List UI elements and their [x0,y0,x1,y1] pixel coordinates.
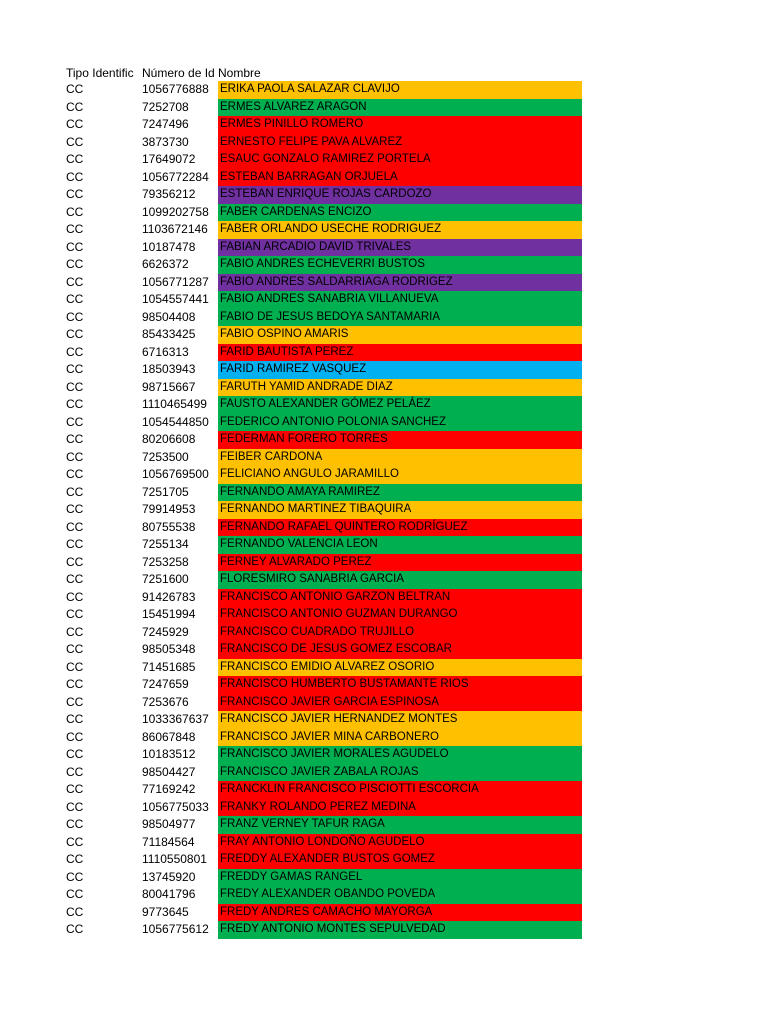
name-cell[interactable]: FRANKY ROLANDO PEREZ MEDINA [218,799,582,817]
type-id-cell[interactable]: CC [66,257,84,271]
name-cell[interactable]: FARUTH YAMID ANDRADE DIAZ [218,379,582,397]
id-number-cell[interactable]: 98505348 [142,642,196,656]
name-cell[interactable]: FABIO ANDRES ECHEVERRI BUSTOS [218,256,582,274]
table-row [66,344,582,362]
id-number-cell[interactable]: 1056772284 [142,169,209,184]
id-number-cell[interactable]: 13745920 [142,869,196,884]
table-row [66,134,582,152]
table-row [66,571,582,589]
name-cell[interactable]: FREDDY GAMAS RANGEL [218,869,582,887]
name-cell[interactable]: FRANCISCO JAVIER MORALES AGUDELO [218,746,582,764]
table-row [66,221,582,239]
type-id-cell[interactable]: CC [66,589,84,604]
name-cell[interactable]: FRANCISCO ANTONIO GUZMAN DURANGO [218,606,582,624]
name-cell[interactable]: FRANCISCO JAVIER HERNANDEZ MONTES [218,711,582,729]
table-row [66,449,582,467]
name-cell[interactable]: FRANCKLIN FRANCISCO PISCIOTTI ESCORCIA [218,781,582,799]
header-name[interactable]: Nombre [218,66,261,80]
table-row [66,414,582,432]
name-cell[interactable]: ESTEBAN BARRAGAN ORJUELA [218,169,582,187]
type-id-cell[interactable]: CC [66,449,84,464]
type-id-cell[interactable]: CC [66,187,84,201]
table-row [66,274,582,292]
table-row [66,536,582,554]
name-cell[interactable]: FRANZ VERNEY TAFUR RAGA [218,816,582,834]
id-number-cell[interactable]: 6626372 [142,257,189,271]
type-id-cell[interactable]: CC [66,502,84,516]
name-cell[interactable]: ERNESTO FELIPE PAVA ALVAREZ [218,134,582,152]
id-number-cell[interactable]: 1056775033 [142,799,209,814]
type-id-cell[interactable]: CC [66,712,84,726]
table-row [66,624,582,642]
table-row [66,379,582,397]
id-number-cell[interactable]: 79914953 [142,502,196,516]
table-row [66,81,582,99]
name-cell[interactable]: FRANCISCO EMIDIO ALVAREZ OSORIO [218,659,582,677]
name-cell[interactable]: FABER ORLANDO USECHE RODRIGUEZ [218,221,582,239]
table-row [66,816,582,834]
type-id-cell[interactable]: CC [66,309,84,324]
type-id-cell[interactable]: CC [66,239,84,254]
type-id-cell[interactable]: CC [66,484,84,499]
table-body [66,81,582,939]
id-number-cell[interactable]: 1110550801 [142,852,207,866]
name-cell[interactable]: FABIAN ARCADIO DAVID TRIVALES [218,239,582,257]
name-cell[interactable]: FRANCISCO CUADRADO TRUJILLO [218,624,582,642]
table-row [66,309,582,327]
type-id-cell[interactable]: CC [66,799,84,814]
name-cell[interactable]: FLORESMIRO SANABRIA GARCIA [218,571,582,589]
name-cell[interactable]: FREDDY ALEXANDER BUSTOS GOMEZ [218,851,582,869]
table-row [66,606,582,624]
type-id-cell[interactable]: CC [66,554,84,569]
id-number-cell[interactable]: 80041796 [142,887,196,901]
type-id-cell[interactable]: CC [66,344,84,359]
id-number-cell[interactable]: 71184564 [142,834,195,849]
table-row [66,116,582,134]
id-number-cell[interactable]: 1056775612 [142,922,209,936]
id-number-cell[interactable]: 9773645 [142,904,189,919]
type-id-cell[interactable]: CC [66,869,84,884]
id-number-cell[interactable]: 1099202758 [142,204,209,219]
table-row [66,484,582,502]
id-number-cell[interactable]: 85433425 [142,327,196,341]
table-row [66,694,582,712]
table-row [66,291,582,309]
type-id-cell[interactable]: CC [66,134,84,149]
table-row [66,466,582,484]
table-row [66,554,582,572]
table-row [66,799,582,817]
table-row [66,431,582,449]
table-row [66,169,582,187]
name-cell[interactable]: ERMES PINILLO ROMERO [218,116,582,134]
name-cell[interactable]: ESAUC GONZALO RAMIREZ PORTELA [218,151,582,169]
table-row [66,501,582,519]
name-cell[interactable]: FEIBER CARDONA [218,449,582,467]
type-id-cell[interactable]: CC [66,169,84,184]
type-id-cell[interactable]: CC [66,82,84,96]
table-row [66,851,582,869]
type-id-cell[interactable]: CC [66,834,84,849]
type-id-cell[interactable]: CC [66,642,84,656]
type-id-cell[interactable]: CC [66,537,84,551]
name-cell[interactable]: FABIO ANDRES SANABRIA VILLANUEVA [218,291,582,309]
id-number-cell[interactable]: 80755538 [142,519,196,534]
table-row [66,519,582,537]
id-number-cell[interactable]: 79356212 [142,187,196,201]
type-id-cell[interactable]: CC [66,782,84,796]
name-cell[interactable]: FEDERMAN FORERO TORRES [218,431,582,449]
id-number-cell[interactable]: 7251600 [142,572,189,586]
table-row [66,589,582,607]
type-id-cell[interactable]: CC [66,607,84,621]
name-cell[interactable]: FAUSTO ALEXANDER GÓMEZ PELÁEZ [218,396,582,414]
id-number-cell[interactable]: 91426783 [142,589,196,604]
table-row [66,834,582,852]
id-number-cell[interactable]: 6716313 [142,344,189,359]
id-number-cell[interactable]: 7251705 [142,484,189,499]
name-cell[interactable]: FABER CARDENAS ENCIZO [218,204,582,222]
id-number-cell[interactable]: 98504427 [142,764,196,779]
id-number-cell[interactable]: 1033367637 [142,712,209,726]
table-row [66,869,582,887]
type-id-cell[interactable]: CC [66,747,84,761]
table-row [66,326,582,344]
name-cell[interactable]: FARID BAUTISTA PEREZ [218,344,582,362]
name-cell[interactable]: FRANCISCO ANTONIO GARZON BELTRAN [218,589,582,607]
id-number-cell[interactable]: 3873730 [142,134,189,149]
table-row [66,904,582,922]
name-cell[interactable]: FABIO DE JESUS BEDOYA SANTAMARIA [218,309,582,327]
name-cell[interactable]: FRANCISCO JAVIER ZABALA ROJAS [218,764,582,782]
type-id-cell[interactable]: CC [66,204,84,219]
table-row [66,204,582,222]
type-id-cell[interactable]: CC [66,852,84,866]
table-row [66,396,582,414]
table-row [66,361,582,379]
type-id-cell[interactable]: CC [66,729,84,744]
name-cell[interactable]: FRAY ANTONIO LONDOÑO AGUDELO [218,834,582,852]
id-number-cell[interactable]: 7253258 [142,554,189,569]
table-row [66,764,582,782]
header-type-id[interactable]: Tipo Identific [66,66,134,80]
id-number-cell[interactable]: 71451685 [142,659,196,674]
name-cell[interactable]: FREDY ALEXANDER OBANDO POVEDA [218,886,582,904]
id-number-cell[interactable]: 7253500 [142,449,189,464]
type-id-cell[interactable]: CC [66,432,84,446]
id-number-cell[interactable]: 7247659 [142,677,189,691]
id-number-cell[interactable]: 10187478 [142,239,196,254]
name-cell[interactable]: ESTEBAN ENRIQUE ROJAS CARDOZO [218,186,582,204]
name-cell[interactable]: FABIO ANDRES SALDARRIAGA RODRIGEZ [218,274,582,292]
name-cell[interactable]: ERMES ALVAREZ ARAGON [218,99,582,117]
table-row [66,729,582,747]
type-id-cell[interactable]: CC [66,327,84,341]
type-id-cell[interactable]: CC [66,764,84,779]
id-number-cell[interactable]: 98504977 [142,817,196,831]
id-number-cell[interactable]: 7252708 [142,99,189,114]
type-id-cell[interactable]: CC [66,659,84,674]
id-number-cell[interactable]: 98504408 [142,309,196,324]
name-cell[interactable]: FABIO OSPINO AMARIS [218,326,582,344]
id-number-cell[interactable]: 1056776888 [142,82,209,96]
id-number-cell[interactable]: 17649072 [142,152,196,166]
name-cell[interactable]: ERIKA PAOLA SALAZAR CLAVIJO [218,81,582,99]
table-row [66,711,582,729]
id-number-cell[interactable]: 1054557441 [142,292,209,306]
type-id-cell[interactable]: CC [66,222,84,236]
type-id-cell[interactable]: CC [66,904,84,919]
table-row [66,99,582,117]
type-id-cell[interactable]: CC [66,274,84,289]
id-number-cell[interactable]: 77169242 [142,782,196,796]
name-cell[interactable]: FELICIANO ANGULO JARAMILLO [218,466,582,484]
name-cell[interactable]: FERNANDO AMAYA RAMIREZ [218,484,582,502]
header-row [66,65,582,81]
name-cell[interactable]: FREDY ANDRES CAMACHO MAYORGA [218,904,582,922]
table-row [66,659,582,677]
name-cell[interactable]: FERNANDO MARTINEZ TIBAQUIRA [218,501,582,519]
name-cell[interactable]: FRANCISCO JAVIER MINA CARBONERO [218,729,582,747]
id-number-cell[interactable]: 10183512 [142,747,196,761]
type-id-cell[interactable]: CC [66,414,84,429]
spreadsheet [66,65,582,939]
type-id-cell[interactable]: CC [66,624,84,639]
type-id-cell[interactable]: CC [66,467,84,481]
type-id-cell[interactable]: CC [66,379,84,394]
type-id-cell[interactable]: CC [66,922,84,936]
id-number-cell[interactable]: 1056769500 [142,467,209,481]
table-row [66,886,582,904]
name-cell[interactable]: FRANCISCO HUMBERTO BUSTAMANTE RIOS [218,676,582,694]
id-number-cell[interactable]: 7255134 [142,537,189,551]
id-number-cell[interactable]: 7245929 [142,624,189,639]
id-number-cell[interactable]: 15451994 [142,607,196,621]
type-id-cell[interactable]: CC [66,817,84,831]
table-row [66,746,582,764]
type-id-cell[interactable]: CC [66,677,84,691]
name-cell[interactable]: FREDY ANTONIO MONTES SEPULVEDAD [218,921,582,939]
type-id-cell[interactable]: CC [66,887,84,901]
id-number-cell[interactable]: 86067848 [142,729,196,744]
id-number-cell[interactable]: 7253676 [142,694,189,709]
name-cell[interactable]: FEDERICO ANTONIO POLONIA SANCHEZ [218,414,582,432]
table-row [66,186,582,204]
id-number-cell[interactable]: 98715667 [142,379,196,394]
type-id-cell[interactable]: CC [66,292,84,306]
type-id-cell[interactable]: CC [66,572,84,586]
name-cell[interactable]: FERNANDO VALENCIA LEON [218,536,582,554]
name-cell[interactable]: FERNEY ALVARADO PEREZ [218,554,582,572]
name-cell[interactable]: FRANCISCO JAVIER GARCIA ESPINOSA [218,694,582,712]
type-id-cell[interactable]: CC [66,117,84,131]
type-id-cell[interactable]: CC [66,99,84,114]
type-id-cell[interactable]: CC [66,362,84,376]
table-row [66,676,582,694]
id-number-cell[interactable]: 80206608 [142,432,196,446]
table-row [66,641,582,659]
table-row [66,921,582,939]
table-row [66,239,582,257]
id-number-cell[interactable]: 1056771287 [142,274,209,289]
header-id-number[interactable]: Número de Id [142,66,215,80]
type-id-cell[interactable]: CC [66,397,84,411]
id-number-cell[interactable]: 1110465499 [142,397,207,411]
name-cell[interactable]: FERNANDO RAFAEL QUINTERO RODRÍGUEZ [218,519,582,537]
id-number-cell[interactable]: 18503943 [142,362,196,376]
id-number-cell[interactable]: 1103672146 [142,222,208,236]
table-row [66,781,582,799]
id-number-cell[interactable]: 7247496 [142,117,189,131]
type-id-cell[interactable]: CC [66,152,84,166]
type-id-cell[interactable]: CC [66,694,84,709]
id-number-cell[interactable]: 1054544850 [142,414,209,429]
table-row [66,256,582,274]
type-id-cell[interactable]: CC [66,519,84,534]
name-cell[interactable]: FARID RAMIREZ VASQUEZ [218,361,582,379]
name-cell[interactable]: FRANCISCO DE JESUS GOMEZ ESCOBAR [218,641,582,659]
table-row [66,151,582,169]
